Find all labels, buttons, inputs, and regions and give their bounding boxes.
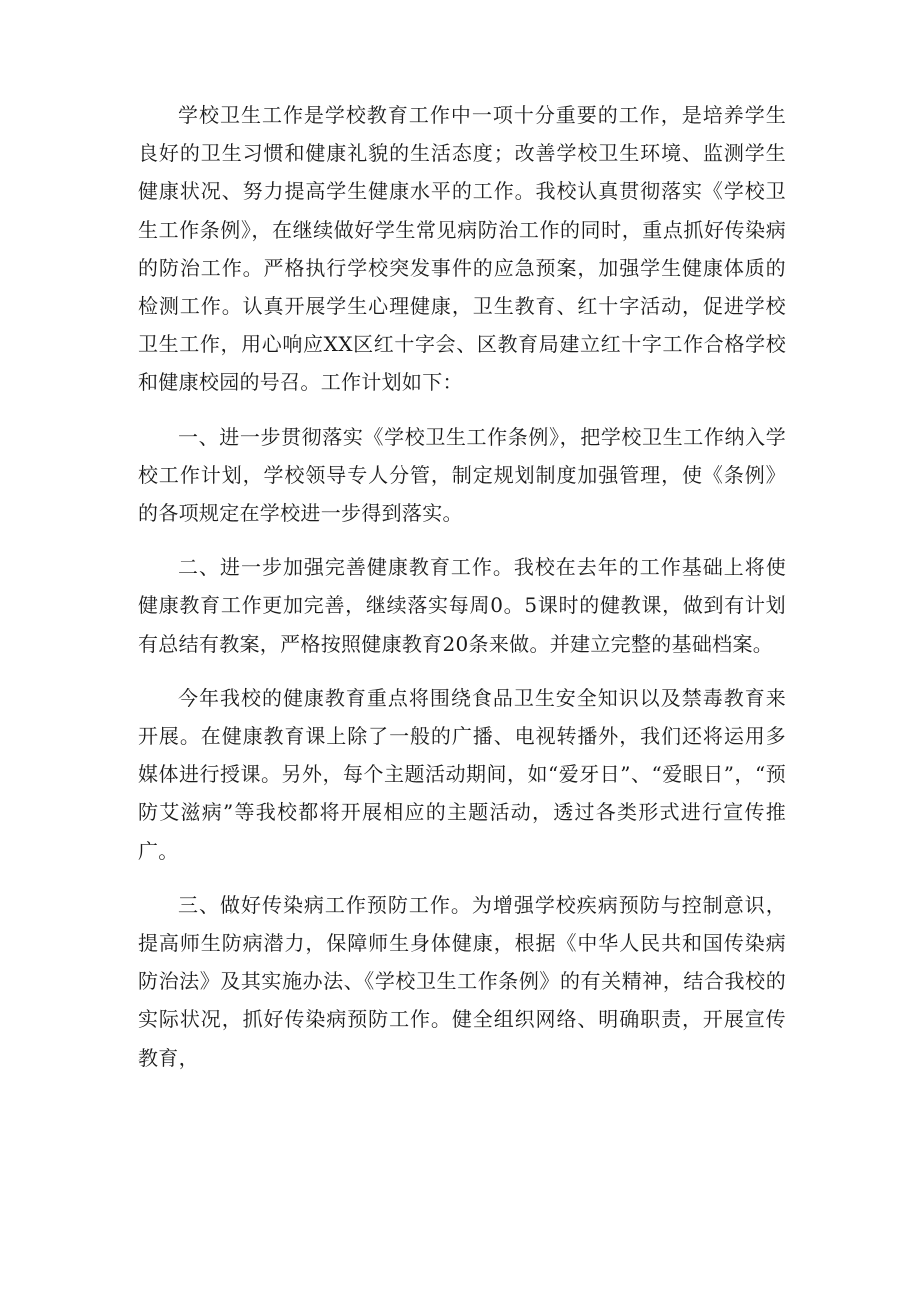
paragraph-item-2: 二、进一步加强完善健康教育工作。我校在去年的工作基础上将使健康教育工作更加完善，继续落实每周0。5课时的健教课，做到有计划有总结有教案，严格按照健康教育20条来做。并建立完整的基础档案。 — [138, 555, 786, 656]
document-body — [138, 96, 786, 1077]
paragraph-intro: 学校卫生工作是学校教育工作中一项十分重要的工作，是培养学生良好的卫生习惯和健康礼貌的生活态度；改善学校卫生环境、监测学生健康状况、努力提高学生健康水平的工作。我校认真贯彻落实《学校卫生工作条例》，在继续做好学生常见病防治工作的同时，重点抓好传染病的防治工作。严格执行学校突发事件的应急预案，加强学生健康体质的检测工作。认真开展学生心理健康，卫生教育、红十字活动，促进学校卫生工作，用心响应XX区红十字会、区教育局建立红十字工作合格学校和健康校园的号召。工作计划如下： — [138, 103, 786, 395]
paragraph-item-3: 三、做好传染病工作预防工作。为增强学校疾病预防与控制意识，提高师生防病潜力，保障师生身体健康，根据《中华人民共和国传染病防治法》及其实施办法、《学校卫生工作条例》的有关精神，结合我校的实际状况，抓好传染病预防工作。健全组织网络、明确职责，开展宣传教育， — [138, 892, 786, 1070]
paragraph-item-1: 一、进一步贯彻落实《学校卫生工作条例》，把学校卫生工作纳入学校工作计划，学校领导专人分管，制定规划制度加强管理，使《条例》的各项规定在学校进一步得到落实。 — [138, 424, 786, 526]
paragraph-health-focus: 今年我校的健康教育重点将围绕食品卫生安全知识以及禁毒教育来开展。在健康教育课上除了一般的广播、电视转播外，我们还将运用多媒体进行授课。另外，每个主题活动期间，如“爱牙日”、“爱眼日”，“预防艾滋病”等我校都将开展相应的主题活动，透过各类形式进行宣传推广。 — [138, 685, 786, 863]
